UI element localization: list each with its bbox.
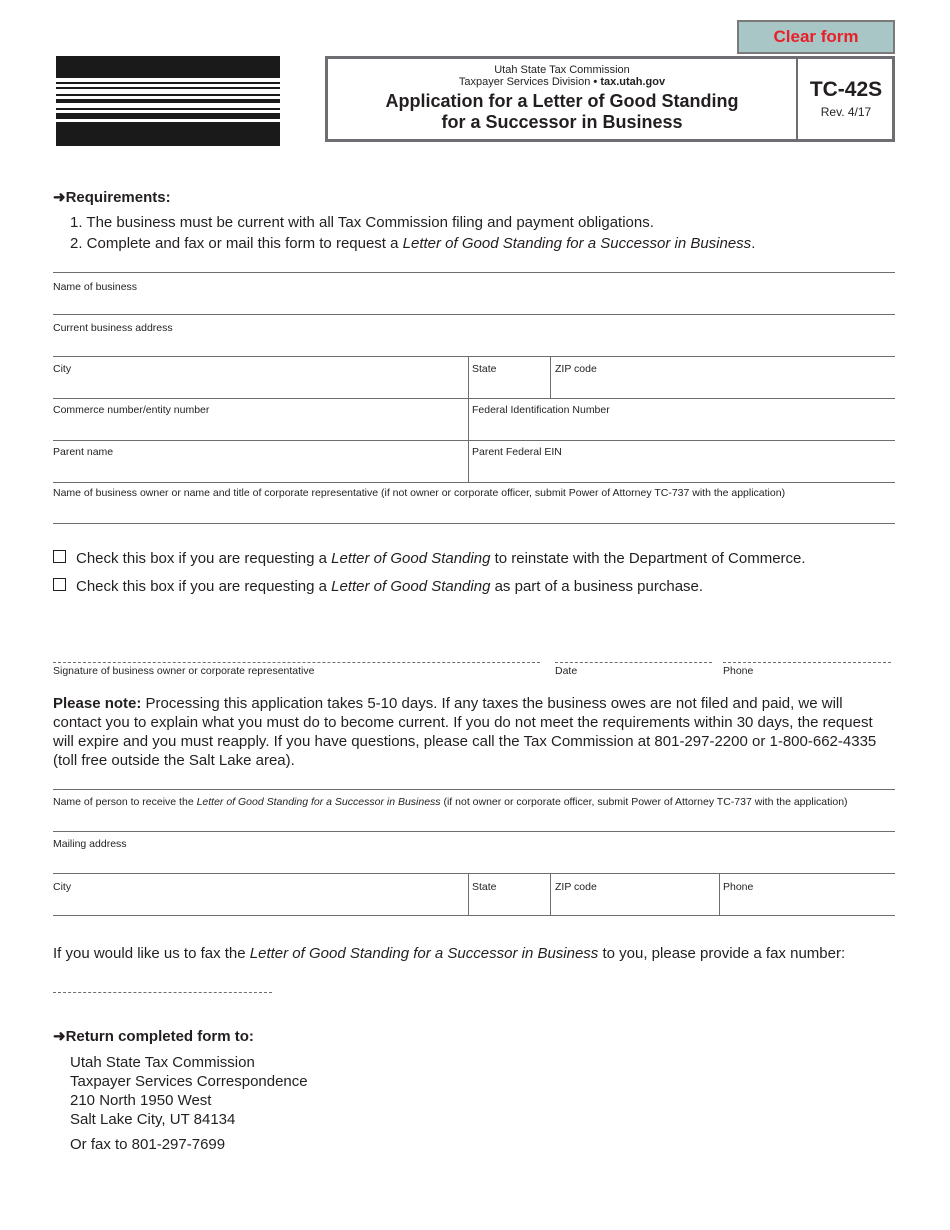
reinstate-prefix: Check this box if you are requesting a xyxy=(76,550,332,567)
recipient-prefix: Name of person to receive the xyxy=(53,796,197,808)
return-heading-text: Return completed form to: xyxy=(65,1028,254,1045)
return-heading xyxy=(53,1027,254,1045)
purchase-checkbox[interactable] xyxy=(53,578,66,591)
commerce-number-input[interactable] xyxy=(53,418,465,438)
reinstate-italic: Letter of Good Standing xyxy=(331,550,491,567)
state-input[interactable] xyxy=(472,376,548,396)
label-recipient-phone: Phone xyxy=(723,881,754,893)
please-note xyxy=(53,694,883,770)
return-address-line2: Taxpayer Services Correspondence xyxy=(70,1073,308,1090)
signature-line[interactable] xyxy=(53,662,540,663)
return-address-line1: Utah State Tax Commission xyxy=(70,1054,255,1071)
purchase-prefix: Check this box if you are requesting a xyxy=(76,578,332,595)
check-purchase-row xyxy=(53,578,703,595)
form-number: TC-42S xyxy=(809,78,883,101)
zip-input[interactable] xyxy=(610,376,884,396)
return-address xyxy=(70,1053,308,1129)
recipient-zip-input[interactable] xyxy=(555,893,717,913)
form-title-line2: for a Successor in Business xyxy=(441,112,683,132)
bullet-separator: • xyxy=(593,76,598,88)
label-city: City xyxy=(53,363,72,375)
check-reinstate-row xyxy=(53,550,806,567)
requirement-2-suffix: . xyxy=(751,235,756,252)
recipient-phone-input[interactable] xyxy=(760,893,889,913)
note-heading: Please note: xyxy=(53,695,142,712)
division-name: Taxpayer Services Division xyxy=(458,76,591,88)
owner-name-input[interactable] xyxy=(53,502,887,522)
recipient-italic: Letter of Good Standing for a Successor in Business xyxy=(196,796,441,808)
recipient-city-input[interactable] xyxy=(80,893,464,913)
recipient-suffix: (if not owner or corporate officer, submit Power of Attorney TC-737 with the application) xyxy=(440,796,848,808)
label-business-name: Name of business xyxy=(53,281,138,293)
clear-form-button[interactable]: Clear form xyxy=(737,20,895,54)
header-title-block xyxy=(328,59,796,139)
form-revision: Rev. 4/17 xyxy=(820,105,872,119)
form-title-line1: Application for a Letter of Good Standing xyxy=(385,91,739,111)
label-recipient-zip: ZIP code xyxy=(555,881,597,893)
label-recipient-state: State xyxy=(472,881,497,893)
label-zip: ZIP code xyxy=(555,363,597,375)
fax-number-input[interactable] xyxy=(53,972,276,992)
phone-line[interactable] xyxy=(723,662,891,663)
purchase-italic: Letter of Good Standing xyxy=(331,578,491,595)
label-state: State xyxy=(472,363,497,375)
current-address-input[interactable] xyxy=(190,334,884,354)
return-address-line4: Salt Lake City, UT 84134 xyxy=(70,1111,236,1128)
label-parent-name: Parent name xyxy=(53,446,114,458)
fax-request-text xyxy=(53,945,845,962)
agency-name: Utah State Tax Commission xyxy=(494,64,630,76)
parent-ein-input[interactable] xyxy=(472,460,886,480)
form-id-block xyxy=(796,59,894,139)
arrow-right-icon: ➜ xyxy=(53,189,66,206)
division-line xyxy=(328,76,796,88)
return-fax: Or fax to 801-297-7699 xyxy=(70,1136,226,1153)
requirement-2-prefix: 2. Complete and fax or mail this form to request a xyxy=(70,235,403,252)
label-commerce-number: Commerce number/entity number xyxy=(53,404,210,416)
date-line[interactable] xyxy=(555,662,712,663)
website-link[interactable]: tax.utah.gov xyxy=(600,76,666,88)
arrow-right-icon: ➜ xyxy=(53,1028,66,1045)
barcode xyxy=(56,56,280,146)
requirement-2-italic: Letter of Good Standing for a Successor in Business xyxy=(402,235,752,252)
parent-name-input[interactable] xyxy=(53,460,465,480)
recipient-state-input[interactable] xyxy=(472,893,548,913)
recipient-name-input[interactable] xyxy=(53,810,887,830)
requirement-item-1: 1. The business must be current with all Tax Commission filing and payment obligations. xyxy=(70,214,654,231)
requirements-heading xyxy=(53,188,171,206)
label-signature: Signature of business owner or corporate representative xyxy=(53,665,315,677)
label-recipient-name xyxy=(53,796,848,808)
label-parent-ein: Parent Federal EIN xyxy=(472,446,562,458)
label-current-address: Current business address xyxy=(53,322,173,334)
label-owner-name: Name of business owner or name and title of corporate representative (if not owner or corporate officer, submit Power of Attorney TC-737 with the application) xyxy=(53,487,786,499)
fax-suffix: to you, please provide a fax number: xyxy=(598,945,846,962)
mailing-address-input[interactable] xyxy=(140,851,884,871)
purchase-suffix: as part of a business purchase. xyxy=(490,578,704,595)
label-fein: Federal Identification Number xyxy=(472,404,610,416)
business-name-input[interactable] xyxy=(160,293,884,313)
reinstate-checkbox[interactable] xyxy=(53,550,66,563)
fax-italic: Letter of Good Standing for a Successor in Business xyxy=(249,945,599,962)
note-body: Processing this application takes 5-10 days. If any taxes the business owes are not filed and paid, we will contact you to explain what you must do to become current. If you do not meet the requirements within 30 days, the request will expire and you must reapply. If you have questions, please call the Tax Commission at 801-297-2200 or 1-800-662-4335 (toll free outside the Salt Lake area). xyxy=(53,695,877,769)
form-header xyxy=(325,56,895,142)
label-recipient-city: City xyxy=(53,881,72,893)
fax-number-line[interactable] xyxy=(53,992,272,993)
reinstate-suffix: to reinstate with the Department of Commerce. xyxy=(490,550,806,567)
city-input[interactable] xyxy=(80,376,464,396)
requirements-heading-text: Requirements: xyxy=(65,189,171,206)
fein-input[interactable] xyxy=(472,418,886,438)
requirement-item-2 xyxy=(70,235,755,252)
return-address-line3: 210 North 1950 West xyxy=(70,1092,212,1109)
fax-prefix: If you would like us to fax the xyxy=(53,945,250,962)
label-date: Date xyxy=(555,665,578,677)
label-mailing-address: Mailing address xyxy=(53,838,127,850)
label-phone: Phone xyxy=(723,665,754,677)
